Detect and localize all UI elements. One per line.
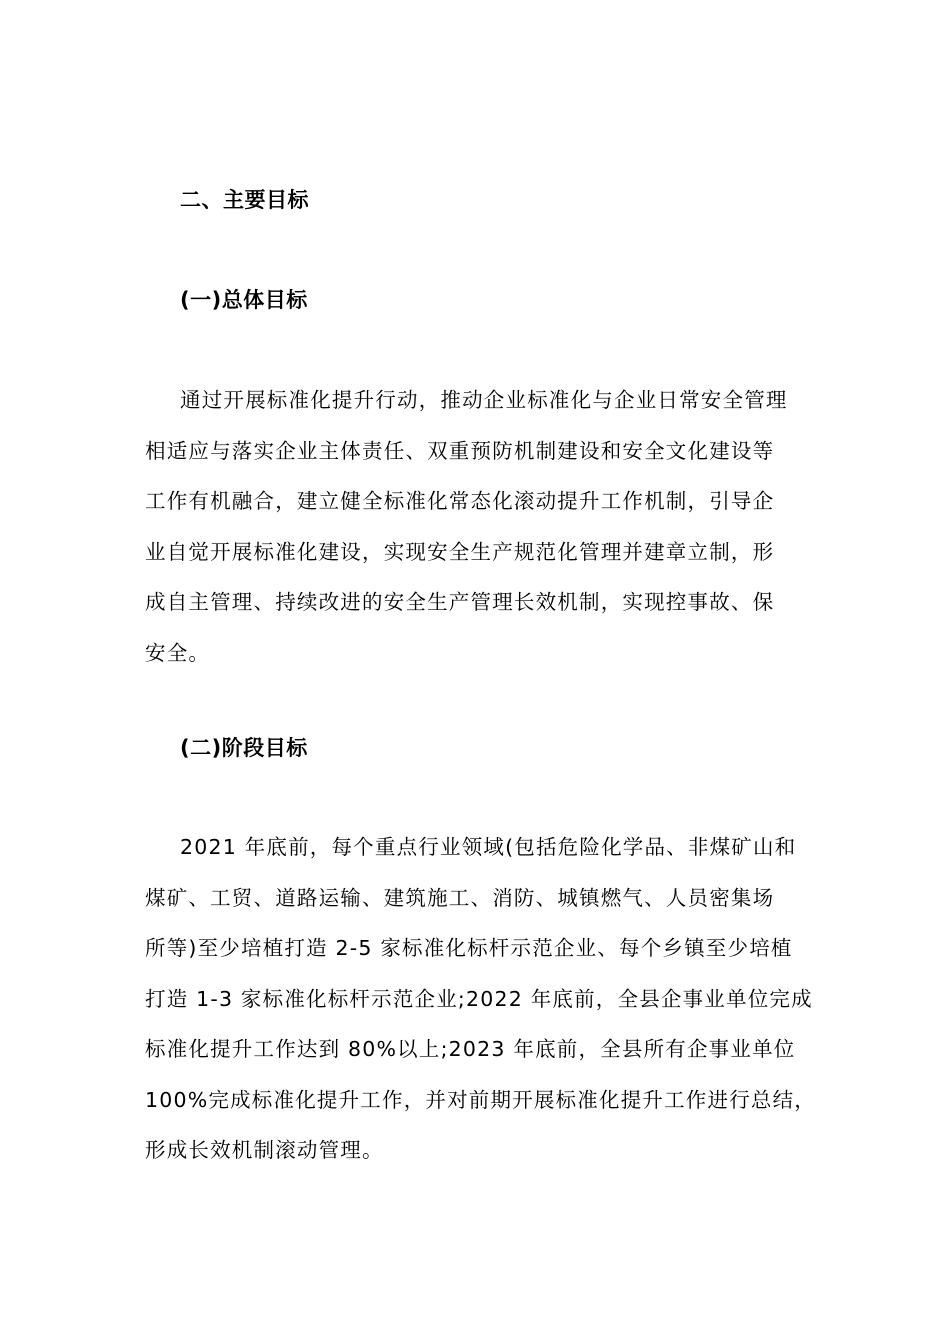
paragraph-line: 业自觉开展标准化建设，实现安全生产规范化管理并建章立制，形 [145, 539, 775, 564]
paragraph-line: 标准化提升工作达到 80%以上;2023 年底前，全县所有企事业单位 [145, 1037, 796, 1061]
paragraph-line: 所等)至少培植打造 2-5 家标准化标杆示范企业、每个乡镇至少培植 [145, 936, 793, 960]
paragraph-line: 100%完成标准化提升工作，并对前期开展标准化提升工作进行总结， [145, 1087, 817, 1112]
paragraph-line: 安全。 [145, 640, 211, 665]
paragraph-line: 通过开展标准化提升行动，推动企业标准化与企业日常安全管理 [180, 388, 788, 412]
stage-goal-paragraph [145, 832, 825, 1186]
stage-goal-heading: (二)阶段目标 [180, 736, 308, 760]
paragraph-line: 打造 1-3 家标准化标杆示范企业;2022 年底前，全县企事业单位完成 [145, 986, 813, 1011]
section-heading: 二、主要目标 [180, 188, 309, 212]
paragraph-line: 工作有机融合，建立健全标准化常态化滚动提升工作机制，引导企 [145, 489, 775, 513]
paragraph-line: 成自主管理、持续改进的安全生产管理长效机制，实现控事故、保 [145, 590, 775, 614]
overall-goal-paragraph [145, 385, 825, 688]
paragraph-line: 煤矿、工贸、道路运输、建筑施工、消防、城镇燃气、人员密集场 [145, 885, 775, 910]
overall-goal-heading: (一)总体目标 [180, 288, 308, 312]
paragraph-line: 2021 年底前，每个重点行业领域(包括危险化学品、非煤矿山和 [180, 835, 797, 859]
paragraph-line: 形成长效机制滚动管理。 [145, 1138, 384, 1162]
paragraph-line: 相适应与落实企业主体责任、双重预防机制建设和安全文化建设等 [145, 438, 775, 463]
